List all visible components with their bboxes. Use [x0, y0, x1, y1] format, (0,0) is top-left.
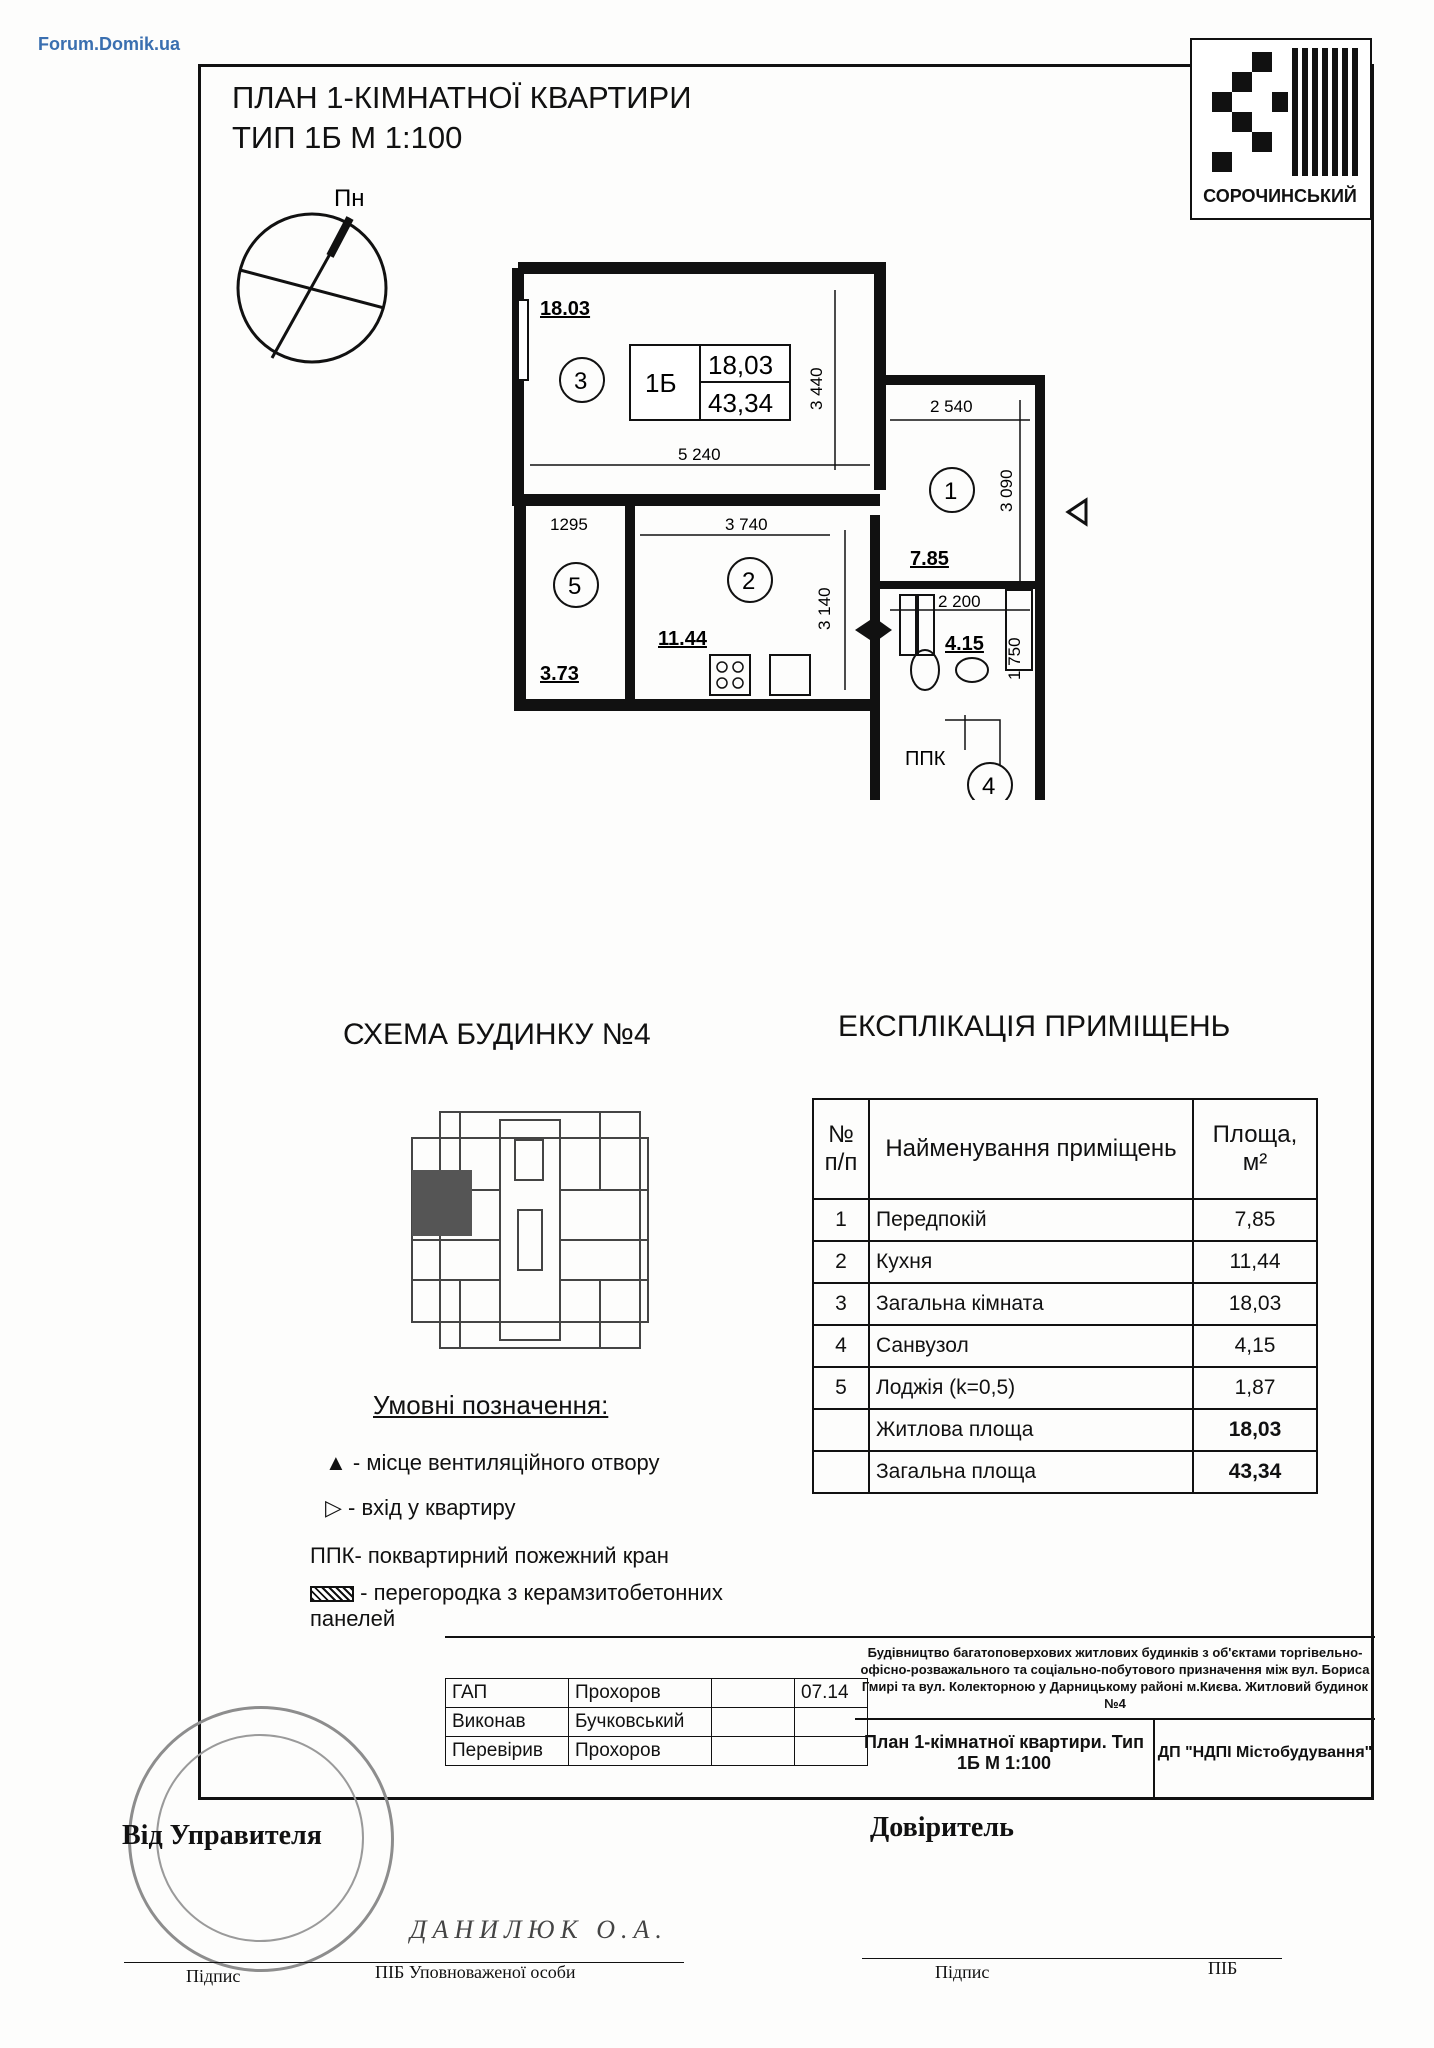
legend-partition: - перегородка з керамзитобетонних панелей	[310, 1580, 723, 1631]
title-line2: ТИП 1Б М 1:100	[232, 120, 463, 155]
legend-vent: ▲ - місце вентиляційного отвору	[325, 1450, 660, 1475]
dim-2540: 2 540	[930, 397, 973, 416]
plan-type-label: 1Б	[645, 368, 677, 398]
room-area-3: 18.03	[540, 298, 591, 320]
north-compass-icon	[232, 188, 392, 388]
hatch-icon	[310, 1586, 354, 1602]
dim-1295: 1295	[550, 515, 588, 534]
room-area-1: 7.85	[910, 548, 949, 570]
sign-label-left: Підпис	[186, 1966, 241, 1986]
building-scheme	[400, 1100, 660, 1360]
title-block	[445, 1636, 1375, 1798]
project-description: Будівництво багатоповерхових житлових будинків з об'єктами торгівельно-офісно-розважального та соціально-побутового призначення між вул. Бориса Гмирі та вул. Колекторною у Дарницькому районі м.Києва. Житловий будинок №4	[860, 1645, 1370, 1711]
page-title	[232, 78, 692, 158]
col-header-name: Найменування приміщень	[869, 1099, 1193, 1199]
legend-ppk: ППК- поквартирний пожежний кран	[310, 1543, 669, 1568]
dim-2200: 2 200	[938, 592, 981, 611]
explication-title: ЕКСПЛІКАЦІЯ ПРИМІЩЕНЬ	[838, 1010, 1231, 1043]
table-row-living: Житлова площа 18,03	[813, 1409, 1317, 1451]
legend-title: Умовні позначення:	[373, 1390, 609, 1420]
table-row: 5 Лоджія (k=0,5) 1,87	[813, 1367, 1317, 1409]
explication-table	[812, 1098, 1318, 1494]
room-area-5: 3.73	[540, 663, 579, 685]
pib-label-right: ПІБ	[1208, 1958, 1238, 1978]
dim-5240: 5 240	[678, 445, 721, 464]
plan-living-area: 18,03	[708, 350, 774, 380]
vent-marker-icon	[855, 620, 870, 640]
room-area-2: 11.44	[658, 628, 707, 650]
dim-3090: 3 090	[997, 469, 1016, 512]
dim-3740: 3 740	[725, 515, 768, 534]
dim-1750: 1 750	[1005, 637, 1024, 680]
table-row: 4 Санвузол 4,15	[813, 1325, 1317, 1367]
organization: ДП "НДПІ Містобудування"	[1155, 1718, 1375, 1798]
signature-table: ГАП Прохоров 07.14 Виконав Бучковський Перевірив Прохоров	[445, 1678, 868, 1766]
scheme-title: СХЕМА БУДИНКУ №4	[343, 1018, 651, 1051]
table-row: 2 Кухня 11,44	[813, 1241, 1317, 1283]
pib-label-left: ПІБ Уповноваженої особи	[375, 1962, 576, 1982]
logo-text: СОРОЧИНСЬКИЙ	[1203, 186, 1357, 206]
dim-3440: 3 440	[807, 367, 826, 410]
room-number-4: 4	[982, 773, 996, 800]
room-area-4: 4.15	[945, 633, 984, 655]
room-number-3: 3	[574, 368, 588, 395]
sheet-title: План 1-кімнатної квартири. Тип 1Б М 1:100	[855, 1718, 1155, 1798]
compass-label: Пн	[334, 188, 365, 212]
ppk-label: ППК	[905, 748, 946, 770]
sign-label-right: Підпис	[935, 1962, 990, 1982]
title-line1: ПЛАН 1-КІМНАТНОЇ КВАРТИРИ	[232, 80, 692, 115]
from-manager-label: Від Управителя	[122, 1820, 322, 1851]
table-row: 1 Передпокій 7,85	[813, 1199, 1317, 1241]
logo-mark-icon	[1192, 40, 1370, 180]
room-number-5: 5	[568, 573, 582, 600]
col-header-num: № п/п	[813, 1099, 869, 1199]
apartment-floor-plan	[500, 250, 1100, 800]
room-number-1: 1	[944, 478, 958, 505]
principal-label: Довіритель	[870, 1812, 1014, 1843]
legend-entry: ▷ - вхід у квартиру	[325, 1495, 516, 1520]
entry-triangle-icon: ▷	[325, 1495, 342, 1520]
col-header-area: Площа, м²	[1193, 1099, 1317, 1199]
plan-total-area: 43,34	[708, 388, 774, 418]
dim-3140: 3 140	[815, 587, 834, 630]
watermark: Forum.Domik.ua	[38, 34, 181, 54]
table-row: 3 Загальна кімната 18,03	[813, 1283, 1317, 1325]
entry-marker-icon	[1068, 500, 1086, 524]
vent-triangle-icon: ▲	[325, 1450, 347, 1475]
representative-name: ДАНИЛЮК О.А.	[410, 1915, 668, 1944]
table-row-total: Загальна площа 43,34	[813, 1451, 1317, 1493]
room-number-2: 2	[742, 568, 756, 595]
